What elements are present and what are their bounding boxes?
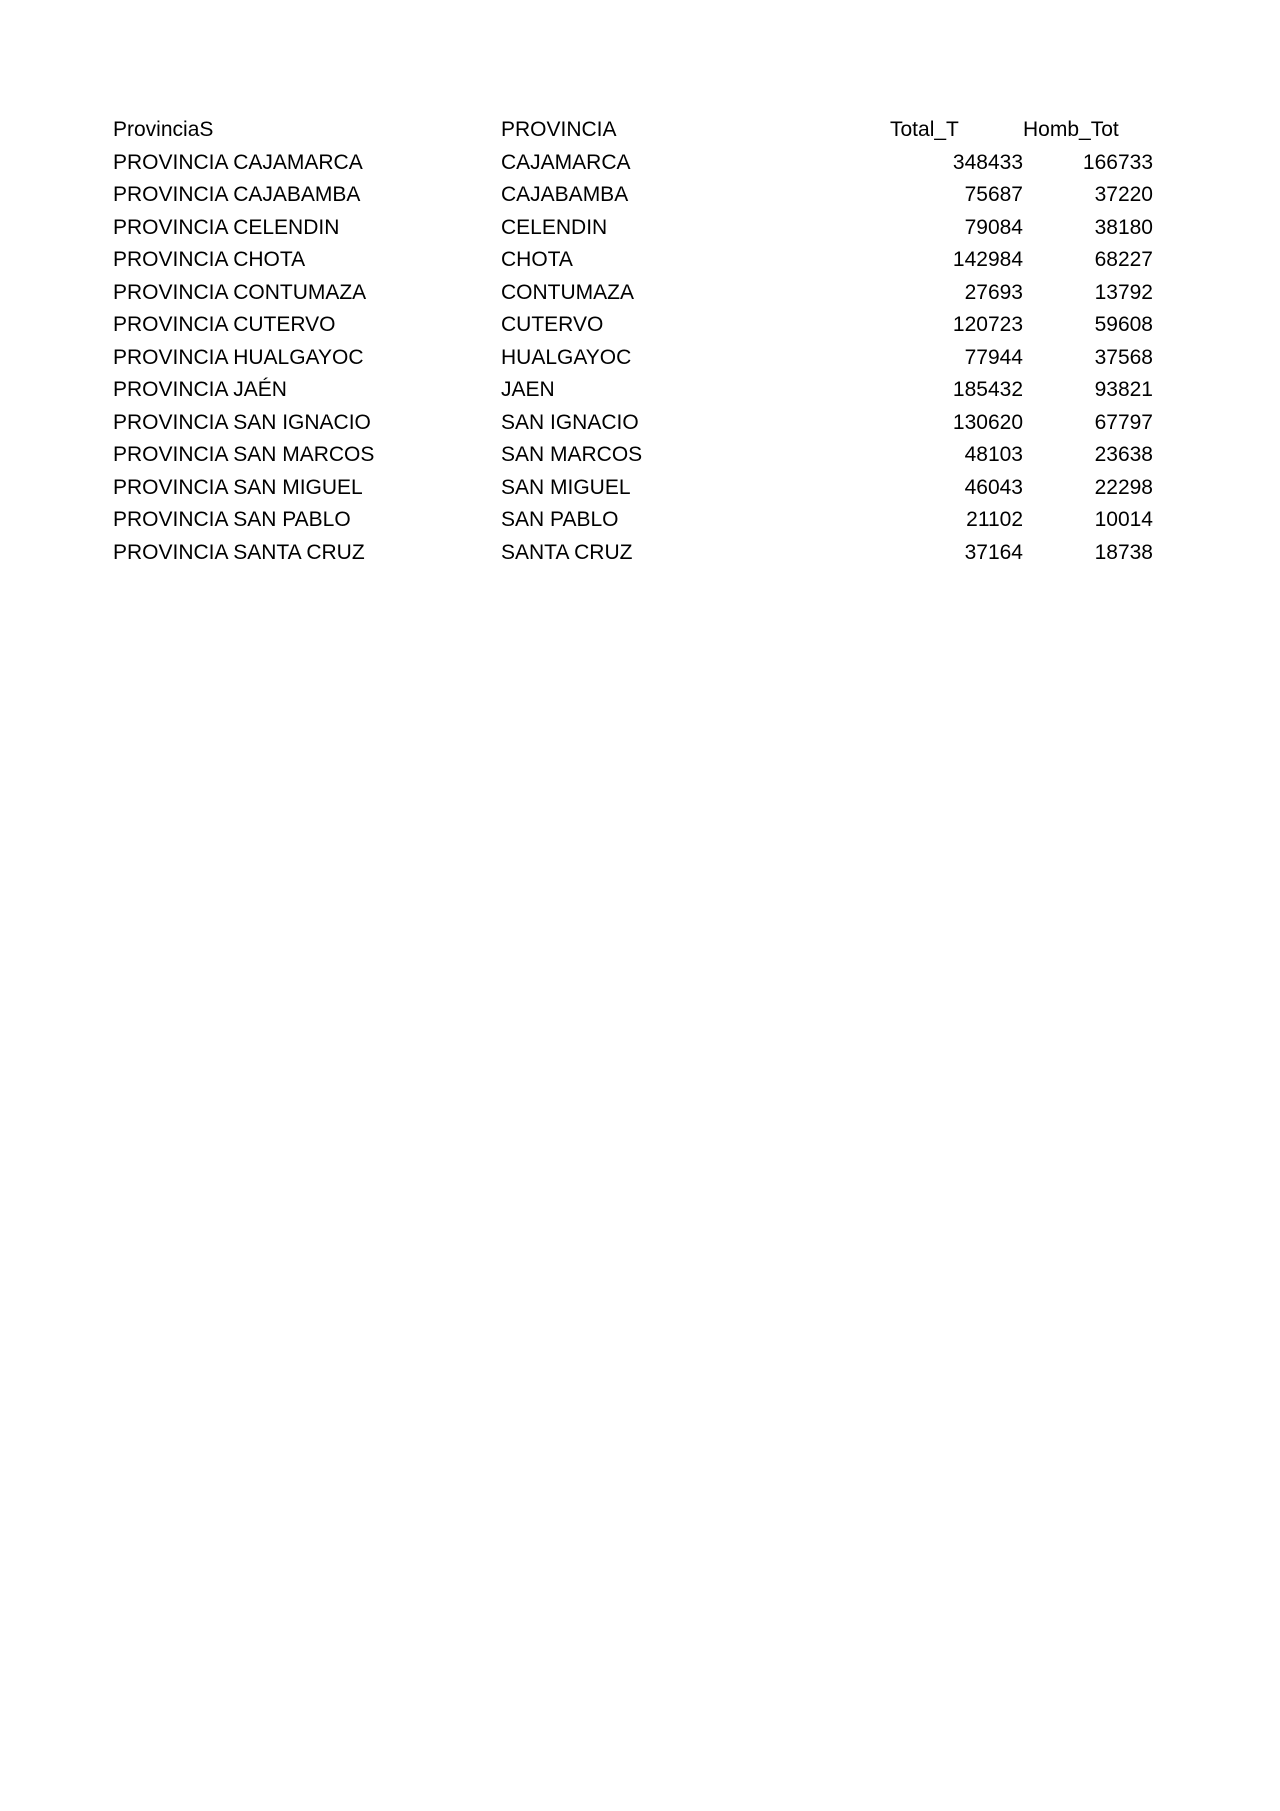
cell-provincias: PROVINCIA CHOTA <box>113 248 306 271</box>
cell-homb-tot: 93821 <box>1094 378 1153 401</box>
table-row <box>113 212 1153 245</box>
header-homb-tot: Homb_Tot <box>1023 118 1119 141</box>
cell-provincias: PROVINCIA SAN IGNACIO <box>113 410 371 434</box>
cell-homb-tot: 59608 <box>1094 313 1153 336</box>
table-row <box>113 537 1153 570</box>
table-body <box>113 147 1153 570</box>
cell-total-t: 185432 <box>952 378 1023 401</box>
header-provincias: ProvinciaS <box>113 118 214 141</box>
cell-total-t: 48103 <box>964 443 1023 466</box>
cell-provincias: PROVINCIA JAÉN <box>113 378 287 401</box>
cell-total-t: 27693 <box>964 280 1023 304</box>
table-row <box>113 342 1153 375</box>
header-row <box>113 114 1153 147</box>
province-table <box>113 114 1153 569</box>
cell-homb-tot: 38180 <box>1094 215 1153 239</box>
cell-homb-tot: 68227 <box>1094 248 1153 271</box>
cell-provincia: JAEN <box>501 378 555 401</box>
cell-total-t: 142984 <box>952 248 1023 271</box>
cell-provincias: PROVINCIA CAJABAMBA <box>113 183 361 206</box>
cell-homb-tot: 37568 <box>1094 345 1153 369</box>
cell-provincias: PROVINCIA SAN MARCOS <box>113 443 375 466</box>
table-row <box>113 179 1153 212</box>
cell-homb-tot: 10014 <box>1094 508 1153 531</box>
cell-total-t: 75687 <box>964 183 1023 206</box>
cell-homb-tot: 18738 <box>1094 540 1153 564</box>
cell-homb-tot: 37220 <box>1094 183 1153 206</box>
cell-provincia: HUALGAYOC <box>501 345 632 369</box>
cell-total-t: 130620 <box>952 410 1023 434</box>
cell-provincias: PROVINCIA CONTUMAZA <box>113 280 367 304</box>
cell-total-t: 77944 <box>964 345 1023 369</box>
cell-provincias: PROVINCIA CAJAMARCA <box>113 150 363 174</box>
cell-provincias: PROVINCIA SAN MIGUEL <box>113 475 363 499</box>
cell-provincia: SAN MIGUEL <box>501 475 631 499</box>
cell-homb-tot: 13792 <box>1094 280 1153 304</box>
cell-total-t: 79084 <box>964 215 1023 239</box>
table-row <box>113 374 1153 407</box>
cell-provincias: PROVINCIA CUTERVO <box>113 313 336 336</box>
table-row <box>113 472 1153 505</box>
cell-total-t: 120723 <box>952 313 1023 336</box>
cell-total-t: 348433 <box>952 150 1023 174</box>
table-row <box>113 407 1153 440</box>
cell-total-t: 37164 <box>964 540 1023 564</box>
cell-provincia: CAJABAMBA <box>501 183 629 206</box>
cell-total-t: 21102 <box>966 508 1023 531</box>
cell-total-t: 46043 <box>964 475 1023 499</box>
cell-provincia: CUTERVO <box>501 313 604 336</box>
cell-provincia: SAN PABLO <box>501 508 619 531</box>
spreadsheet-page <box>113 114 1153 569</box>
table-row <box>113 439 1153 472</box>
cell-homb-tot: 22298 <box>1094 475 1153 499</box>
cell-provincias: PROVINCIA SAN PABLO <box>113 508 351 531</box>
cell-provincia: SAN MARCOS <box>501 443 643 466</box>
table-row <box>113 244 1153 277</box>
table-row <box>113 504 1153 537</box>
table-row <box>113 147 1153 180</box>
cell-provincias: PROVINCIA CELENDIN <box>113 215 340 239</box>
cell-provincias: PROVINCIA HUALGAYOC <box>113 345 364 369</box>
cell-provincias: PROVINCIA SANTA CRUZ <box>113 540 365 564</box>
table-row <box>113 277 1153 310</box>
cell-provincia: SANTA CRUZ <box>501 540 633 564</box>
table-row <box>113 309 1153 342</box>
cell-provincia: SAN IGNACIO <box>501 410 639 434</box>
cell-provincia: CONTUMAZA <box>501 280 634 304</box>
cell-provincia: CELENDIN <box>501 215 608 239</box>
header-provincia: PROVINCIA <box>501 118 617 141</box>
cell-homb-tot: 23638 <box>1094 443 1153 466</box>
header-total-t: Total_T <box>890 118 959 141</box>
cell-provincia: CAJAMARCA <box>501 150 631 174</box>
cell-homb-tot: 67797 <box>1094 410 1153 434</box>
cell-homb-tot: 166733 <box>1082 150 1153 174</box>
cell-provincia: CHOTA <box>501 248 573 271</box>
